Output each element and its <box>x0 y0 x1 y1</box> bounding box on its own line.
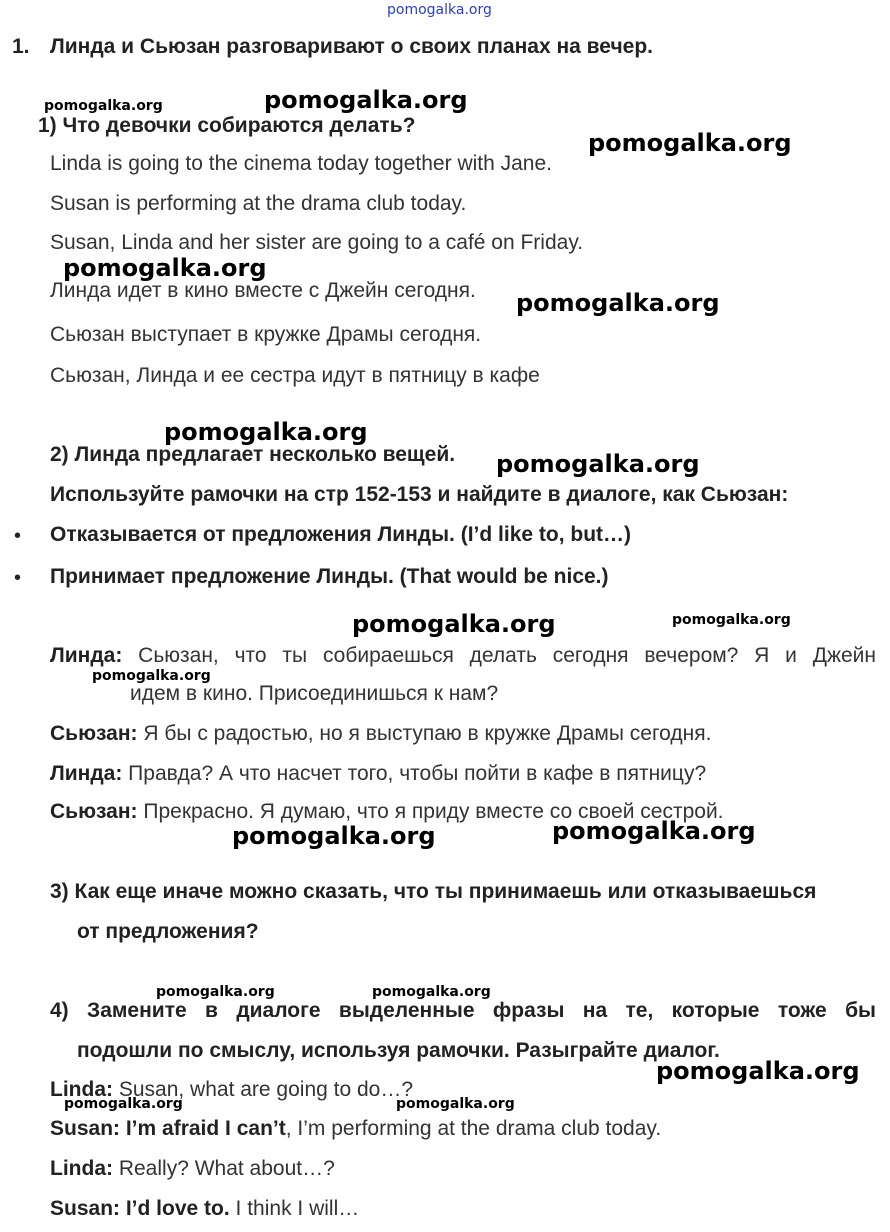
watermark: pomogalka.org <box>232 822 436 850</box>
dialogue-line-1 <box>50 644 876 668</box>
line-text: Правда? А что насчет того, чтобы пойти в кафе в пятницу? <box>122 762 707 785</box>
part4-dialogue-4 <box>50 1197 359 1221</box>
part2-instruction: Используйте рамочки на стр 152-153 и найдите в диалоге, как Сьюзан: <box>50 483 789 506</box>
highlighted-phrase: I’d love to. <box>120 1197 230 1220</box>
speaker: Susan: <box>50 1117 121 1140</box>
watermark: pomogalka.org <box>352 610 556 638</box>
speaker: Сьюзан: <box>50 800 138 823</box>
highlighted-phrase: I’m afraid I can’t <box>120 1117 286 1140</box>
watermark: pomogalka.org <box>672 612 791 628</box>
line-text: Прекрасно. Я думаю, что я приду вместе со своей сестрой. <box>137 800 724 823</box>
part1-line-5: Сьюзан выступает в кружке Драмы сегодня. <box>50 323 482 346</box>
watermark: pomogalka.org <box>496 450 700 478</box>
watermark: pomogalka.org <box>516 289 720 317</box>
part3-line-2: от предложения? <box>77 920 259 943</box>
line-text: I think I will… <box>229 1197 360 1220</box>
bullet-1: • <box>14 525 22 547</box>
watermark: pomogalka.org <box>64 1096 183 1112</box>
speaker: Susan: <box>50 1197 121 1220</box>
speaker: Linda: <box>50 1078 113 1101</box>
task-title: Линда и Сьюзан разговаривают о своих планах на вечер. <box>50 35 654 58</box>
part3-line-1: 3) Как еще иначе можно сказать, что ты принимаешь или отказываешься <box>50 880 817 903</box>
watermark: pomogalka.org <box>264 86 468 114</box>
dialogue-line-1-cont: идем в кино. Присоединишься к нам? <box>130 682 499 705</box>
watermark: pomogalka.org <box>588 129 792 157</box>
part2-bullet-1: Отказывается от предложения Линды. (I’d like to, but…) <box>50 523 632 546</box>
part2-bullet-2: Принимает предложение Линды. (That would be nice.) <box>50 565 609 588</box>
part1-line-4: Линда идет в кино вместе с Джейн сегодня. <box>50 279 476 302</box>
watermark: pomogalka.org <box>656 1057 860 1085</box>
part4-line-1 <box>50 999 876 1023</box>
dialogue-line-3 <box>50 762 706 786</box>
part4-dialogue-3 <box>50 1157 335 1181</box>
part4-dialogue-2 <box>50 1117 661 1141</box>
line-text: , I’m performing at the drama club today. <box>285 1117 662 1140</box>
task-number: 1. <box>12 35 30 58</box>
part1-line-3: Susan, Linda and her sister are going to a café on Friday. <box>50 231 584 254</box>
watermark: pomogalka.org <box>156 984 275 1000</box>
watermark: pomogalka.org <box>552 817 756 845</box>
watermark: pomogalka.org <box>44 98 163 114</box>
watermark: pomogalka.org <box>164 418 368 446</box>
speaker: Linda: <box>50 1157 113 1180</box>
part1-line-2: Susan is performing at the drama club today. <box>50 192 467 215</box>
part1-line-1: Linda is going to the cinema today together with Jane. <box>50 152 552 175</box>
part2-heading: 2) Линда предлагает несколько вещей. <box>50 443 456 466</box>
line-text: Я бы с радостью, но я выступаю в кружке Драмы сегодня. <box>137 722 712 745</box>
watermark: pomogalka.org <box>396 1096 515 1112</box>
part1-heading: 1) Что девочки собираются делать? <box>38 114 416 137</box>
watermark: pomogalka.org <box>92 668 211 684</box>
part4-line-2: подошли по смыслу, используя рамочки. Разыграйте диалог. <box>77 1039 720 1062</box>
watermark: pomogalka.org <box>372 984 491 1000</box>
line-text: Сьюзан, что ты собираешься делать сегодня вечером? Я и Джейн <box>122 644 876 667</box>
bullet-2: • <box>14 567 22 589</box>
part1-line-6: Сьюзан, Линда и ее сестра идут в пятницу в кафе <box>50 364 540 387</box>
speaker: Линда: <box>50 644 123 667</box>
speaker: Сьюзан: <box>50 722 138 745</box>
dialogue-line-2 <box>50 722 711 746</box>
part4-line-1-text: 4) Замените в диалоге выделенные фразы на те, которые тоже бы <box>50 999 876 1022</box>
watermark-top: pomogalka.org <box>387 2 492 18</box>
line-text: Susan, what are going to do…? <box>113 1078 414 1101</box>
line-text: Really? What about…? <box>113 1157 335 1180</box>
watermark: pomogalka.org <box>63 254 267 282</box>
speaker: Линда: <box>50 762 123 785</box>
